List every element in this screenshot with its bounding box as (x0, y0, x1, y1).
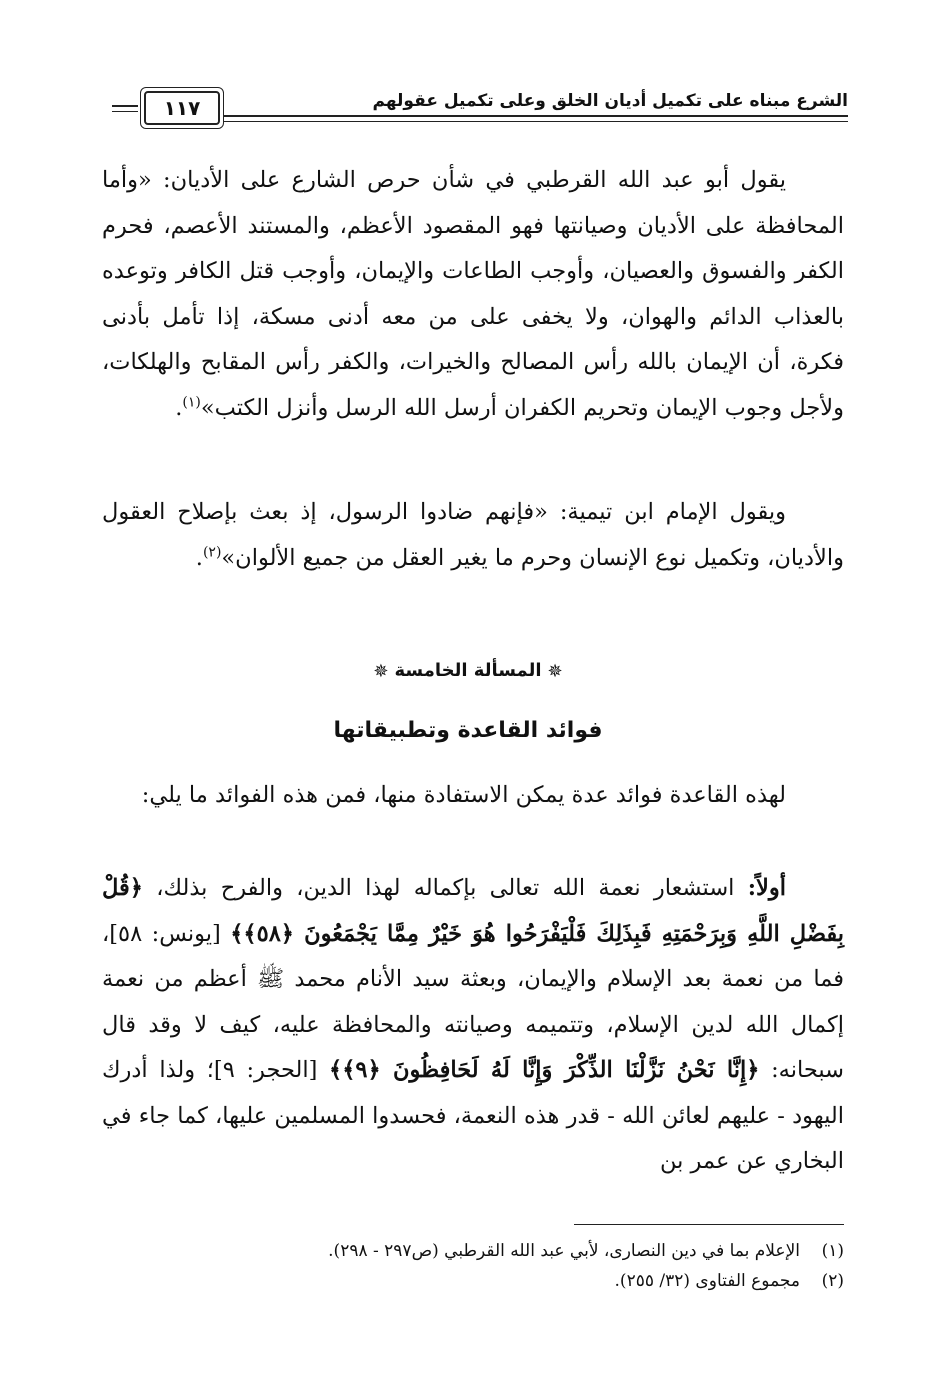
header-left-rule (112, 105, 138, 112)
octagram-ornament-icon: ✵ (547, 660, 563, 682)
footnote-ref-1[interactable]: (١) (182, 394, 201, 410)
footnote-separator (574, 1224, 844, 1225)
paragraph-text: استشعار نعمة الله تعالى بإكماله لهذا الدين، والفرح بذلك، (142, 875, 748, 901)
footnote-ref-2[interactable]: (٢) (202, 544, 222, 560)
section-title: فوائد القاعدة وتطبيقاتها (333, 718, 603, 743)
footnote-item (102, 1236, 844, 1266)
quran-verse-hijr: ﴿إِنَّا نَحْنُ نَزَّلْنَا الذِّكْرَ وَإِنَّا لَهُ لَحَافِظُونَ ﴿٩﴾﴾ (329, 1057, 760, 1083)
footnote-text: الإعلام بما في دين النصارى، لأبي عبد الله القرطبي (ص٢٩٧ - ٢٩٨). (328, 1241, 800, 1261)
footnote-number: (٢) (821, 1271, 844, 1291)
paragraph-first-benefit (102, 866, 844, 1185)
paragraph-text: [الحجر: ٩]؛ ولذا أدرك اليهود - عليهم لعائن الله - قدر هذه النعمة، فحسدوا المسلمين عليها، كما جاء في البخاري عن عمر بن (102, 1057, 844, 1174)
footnotes (102, 1236, 844, 1296)
header-double-rule (224, 115, 848, 122)
paragraph-end: . (195, 544, 203, 571)
footnote-item (102, 1266, 844, 1296)
running-header-title: الشرع مبناه على تكميل أديان الخلق وعلى تكميل عقولهم (372, 91, 848, 111)
footnote-text: مجموع الفتاوى (٣٢/ ٢٥٥). (614, 1271, 800, 1291)
paragraph-intro: لهذه القاعدة فوائد عدة يمكن الاستفادة منها، فمن هذه الفوائد ما يلي: (141, 782, 786, 808)
quran-verse-yunus: ﴿قُلْ بِفَضْلِ اللَّهِ وَبِرَحْمَتِهِ فَبِذَلِكَ فَلْيَفْرَحُوا هُوَ خَيْرٌ مِمَّا يَجْمَعُونَ ﴿٥٨﴾﴾ (102, 875, 845, 947)
section-heading (0, 660, 936, 682)
paragraph-text: يقول أبو عبد الله القرطبي في شأن حرص الشارع على الأديان: «وأما المحافظة على الأديان وصيانتها فهو المقصود الأعظم، والمستند الأعصم، فحرم الكفر والفسوق والعصيان، وأوجب الطاعات والإيمان، وأوجب قتل الكافر وتوعده بالعذاب الدائم والهوان، ولا يخفى على من معه أدنى مسكة، إذا تأمل بأدنى فكرة، أن الإيمان بالله رأس المصالح والخيرات، والكفر رأس المقابح والهلكات، ولأجل وجوب الإيمان وتحريم الكفران أرسل الله الرسل وأنزل الكتب» (102, 167, 844, 421)
benefit-lead: أولاً: (747, 875, 786, 901)
paragraph-end: . (175, 394, 183, 421)
paragraph-text: ويقول الإمام ابن تيمية: «فإنهم ضادوا الرسول، إذ بعث بإصلاح العقول والأديان، وتكميل نوع الإنسان وحرم ما يغير العقل من جميع الألوان» (102, 499, 844, 571)
paragraph-ibn-taymiyya-quote (102, 490, 844, 581)
running-header (112, 85, 848, 127)
footnote-number: (١) (821, 1241, 844, 1261)
paragraph-qurtubi-quote (102, 158, 844, 431)
octagram-ornament-icon: ✵ (373, 660, 389, 682)
paragraph-text: [يونس: ٥٨]، فما من نعمة بعد الإسلام والإيمان، وبعثة سيد الأنام محمد ﷺ أعظم من نعمة إكمال الله لدين الإسلام، وتتميمه وصيانته والمحافظة عليه، كيف لا وقد قال سبحانه: (102, 920, 845, 1083)
section-heading-label: المسألة الخامسة (394, 660, 542, 681)
page-number: ١١٧ (144, 91, 220, 125)
